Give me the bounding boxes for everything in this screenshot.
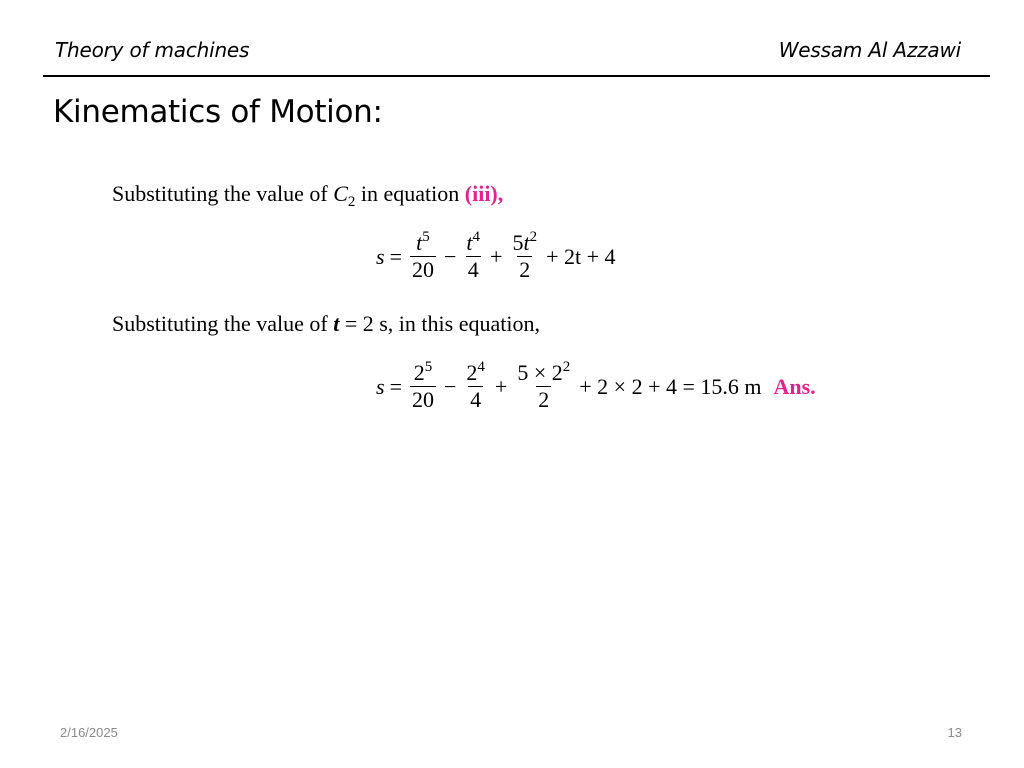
eq2-fraction-2	[464, 360, 487, 413]
eq2-fraction-3	[515, 360, 572, 413]
eq1-f2-den: 4	[467, 257, 479, 282]
header-divider	[43, 75, 990, 77]
eq1-f3-num-base: t	[523, 230, 530, 255]
eq2-f3-num-exp: 2	[562, 359, 571, 375]
eq2-f1-num-base: 2	[413, 360, 425, 385]
para1-text-before: Substituting the value of	[112, 181, 334, 206]
eq2-lhs: s	[376, 373, 385, 399]
eq1-rest: + 2t + 4	[546, 243, 616, 269]
eq1-equals: =	[389, 243, 402, 269]
para2-var: t	[333, 311, 340, 336]
footer-date: 2/16/2025	[60, 725, 118, 740]
para1-text-after: in equation	[355, 181, 465, 206]
eq1-op2: +	[490, 243, 503, 269]
eq1-f2-num-base: t	[466, 230, 473, 255]
eq1-f2-num-exp: 4	[472, 229, 481, 245]
header-course-title: Theory of machines	[55, 38, 250, 62]
eq2-f3-num: 5 × 2	[517, 360, 563, 385]
eq2-f2-den: 4	[470, 387, 482, 412]
eq2-fraction-1	[410, 360, 436, 413]
paragraph-substitute-c2	[112, 181, 504, 210]
para1-equation-ref: (iii),	[464, 181, 504, 206]
eq1-f3-num-exp: 2	[529, 229, 538, 245]
eq1-f3-den: 2	[519, 257, 531, 282]
eq2-equals: =	[389, 373, 402, 399]
eq2-op1: −	[443, 373, 457, 399]
eq2-rest: + 2 × 2 + 4 = 15.6 m	[579, 373, 762, 399]
eq1-f1-num-exp: 5	[422, 229, 430, 245]
eq2-op2: +	[494, 373, 508, 399]
eq1-fraction-2	[464, 230, 482, 283]
eq2-f2-num-base: 2	[466, 360, 478, 385]
eq1-f1-num-base: t	[416, 230, 423, 255]
eq2-f1-num-exp: 5	[424, 359, 433, 375]
eq2-f3-den: 2	[538, 387, 550, 412]
equation-displacement	[376, 230, 616, 283]
paragraph-substitute-t	[112, 311, 540, 337]
para1-var: C	[333, 181, 348, 206]
eq2-f1-den: 20	[411, 387, 434, 412]
slide-title: Kinematics of Motion:	[53, 94, 383, 130]
eq1-f1-den: 20	[411, 257, 434, 282]
eq1-lhs: s	[376, 243, 385, 269]
para2-text-after: = 2 s, in this equation,	[339, 311, 540, 336]
slide-number: 13	[947, 725, 962, 740]
eq1-fraction-3	[510, 230, 539, 283]
eq1-f3-num-coef: 5	[512, 230, 524, 255]
equation-result	[376, 360, 816, 413]
eq1-fraction-1	[410, 230, 436, 283]
para2-text-before: Substituting the value of	[112, 311, 334, 336]
header-author: Wessam Al Azzawi	[778, 38, 961, 62]
eq1-op1: −	[443, 243, 457, 269]
para1-sub: 2	[347, 194, 356, 210]
answer-label: Ans.	[773, 373, 816, 399]
eq2-f2-num-exp: 4	[477, 359, 485, 375]
